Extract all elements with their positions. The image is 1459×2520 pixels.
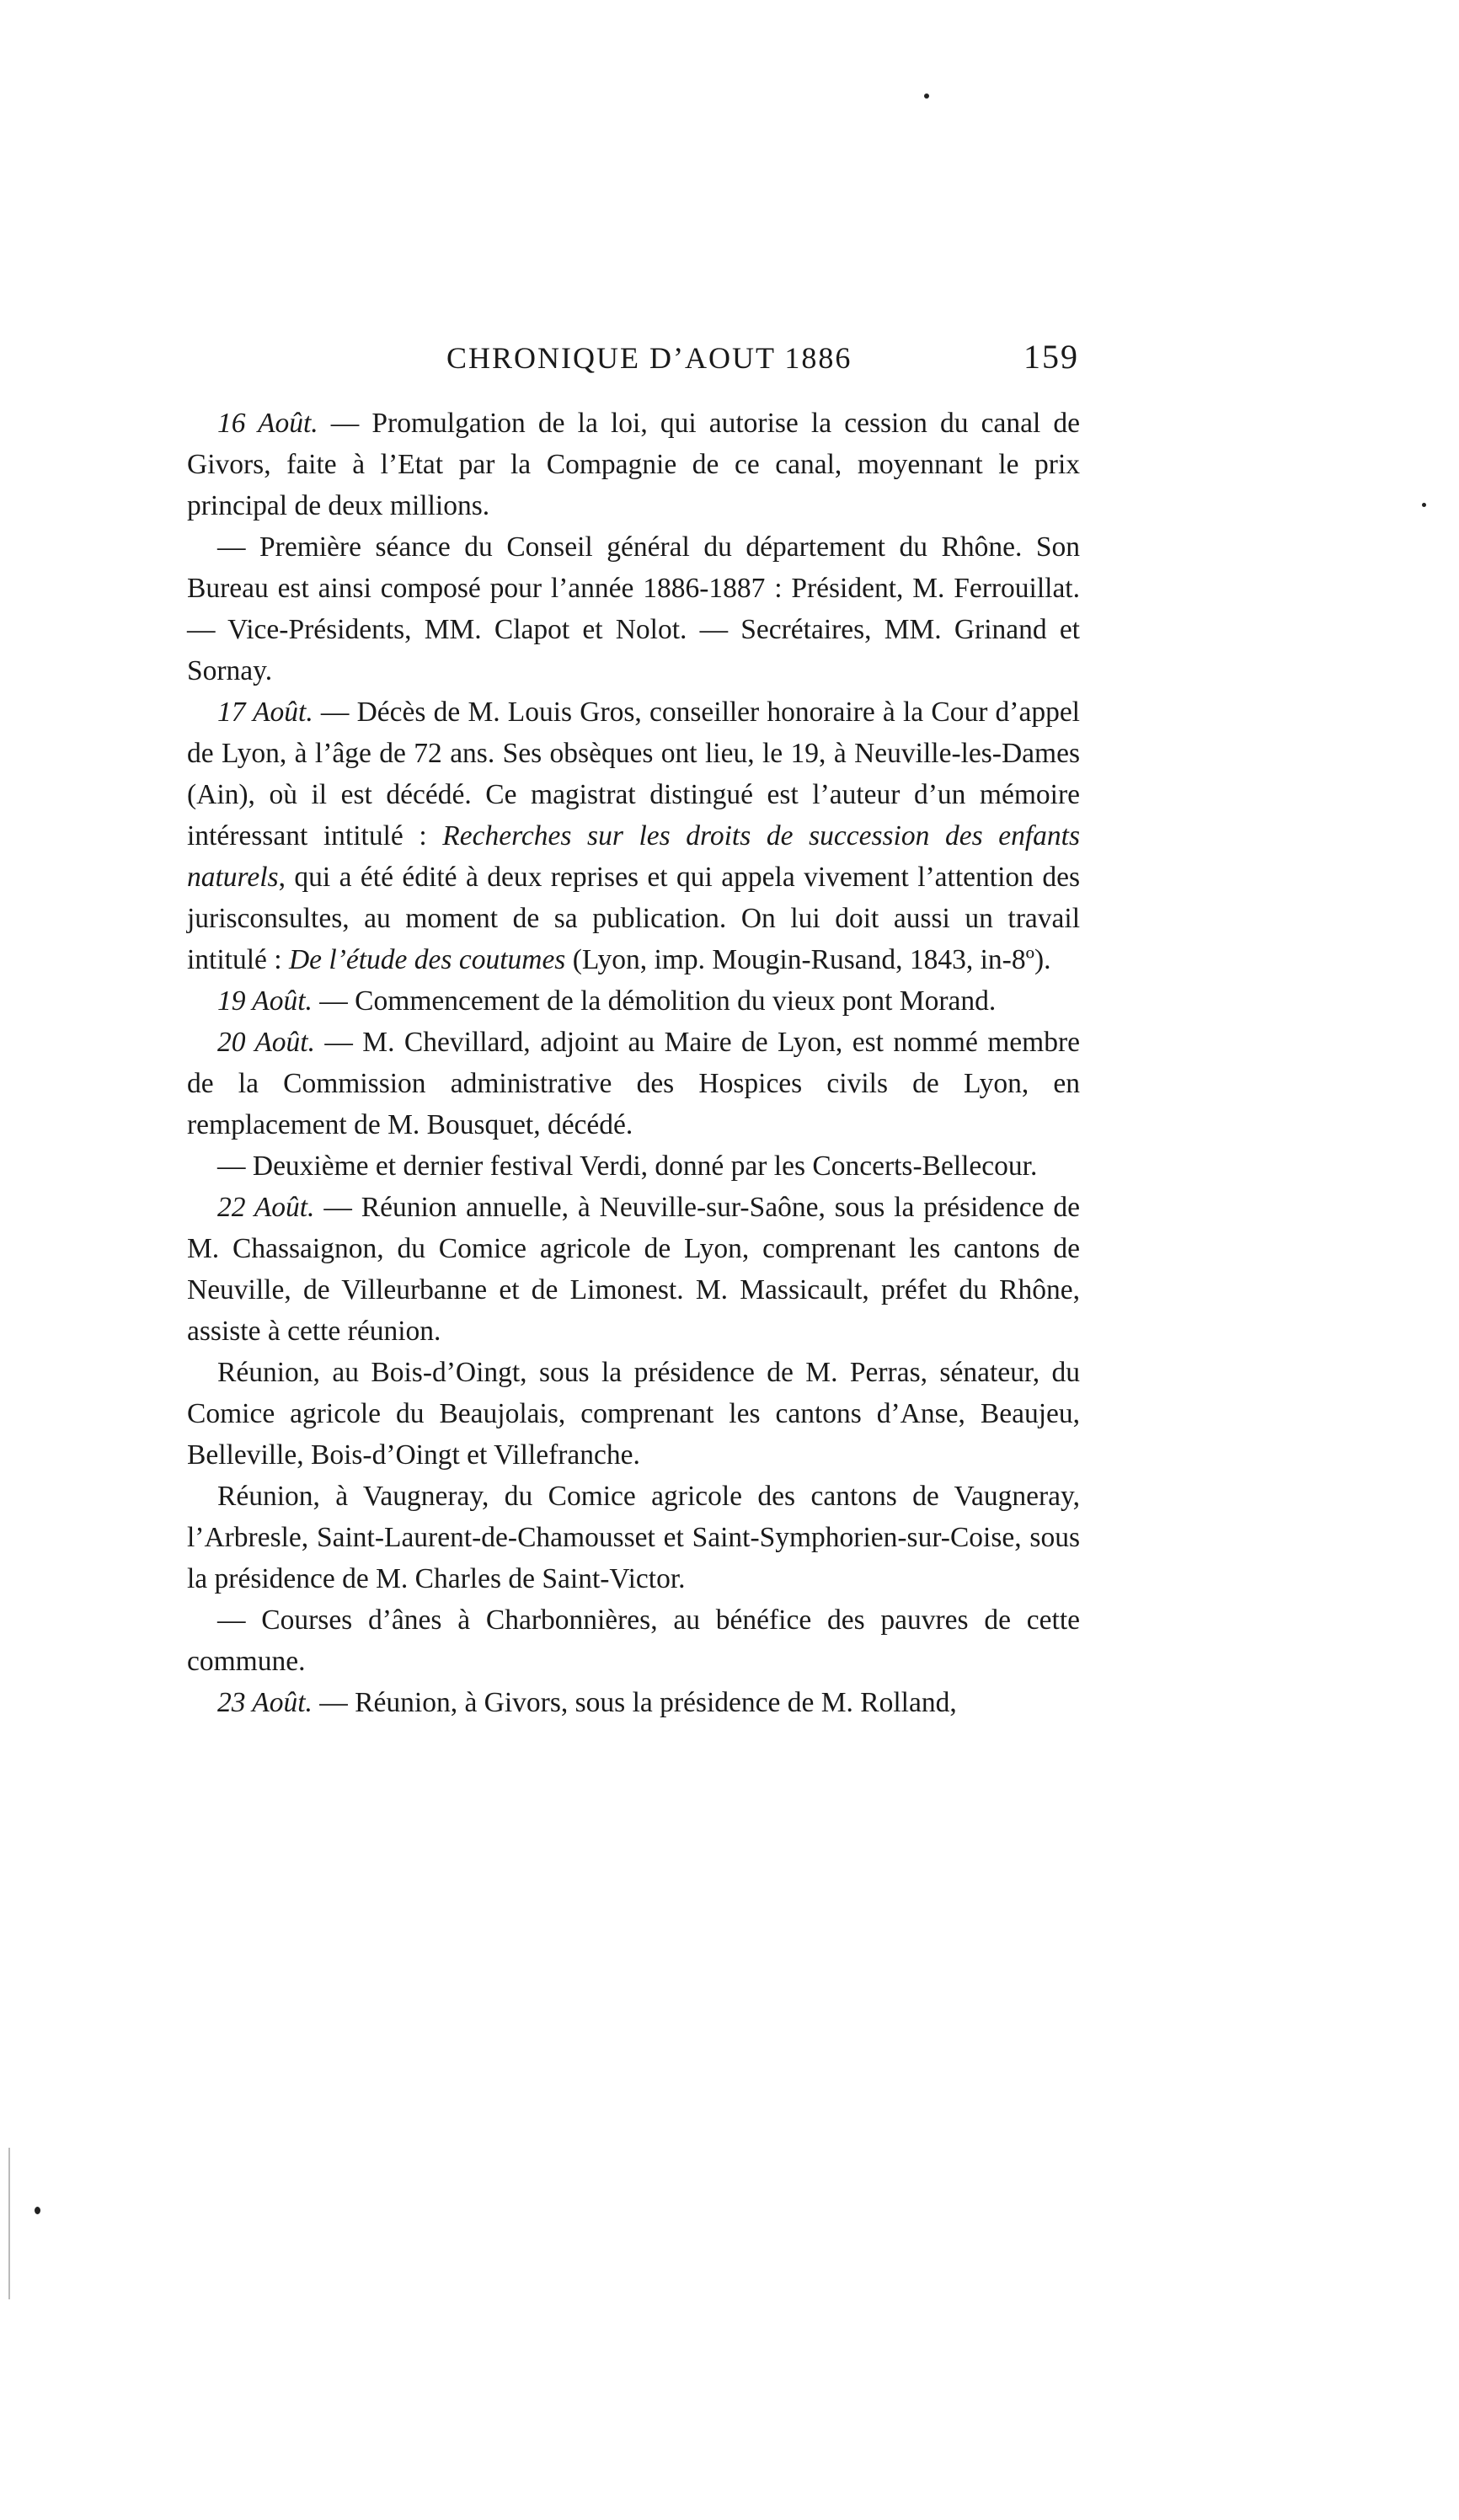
entry-text: — Courses d’ânes à Charbonnières, au bénéfice des pauvres de cette commune. — [187, 1604, 1080, 1677]
entry-text: (Lyon, imp. Mougin-Rusand, 1843, in-8º). — [565, 944, 1051, 975]
chronicle-body — [187, 403, 1080, 1723]
scan-speck — [1422, 503, 1426, 507]
running-head: CHRONIQUE D’AOUT 1886 — [446, 341, 852, 375]
entry-text: — Promulgation de la loi, qui autorise la cession du canal de Givors, faite à l’Etat par la Compagnie de ce canal, moyennant le prix principal de deux millions. — [187, 408, 1080, 521]
entry-paragraph — [187, 526, 1080, 691]
entry-date: 17 Août. — [217, 697, 313, 728]
entry-date: 20 Août. — [217, 1027, 315, 1058]
italic-title: De l’étude des coutumes — [288, 944, 566, 975]
entry-text: — Première séance du Conseil général du département du Rhône. Son Bureau est ainsi composé pour l’année 1886-1887 : Président, M. Ferrouillat. — Vice-Présidents, MM. Clapot et Nolot. — Secrétaires, MM. Grinand et Sornay. — [187, 531, 1080, 686]
dated-entry — [187, 1682, 1080, 1723]
scan-speck — [924, 93, 929, 99]
dated-entry — [187, 1187, 1080, 1352]
italic-title: Recherches sur les droits de succession des enfants naturels — [187, 820, 1080, 893]
entry-text: Réunion, à Vaugneray, du Comice agricole des cantons de Vaugneray, l’Arbresle, Saint-Laurent-de-Chamousset et Saint-Symphorien-sur-Coise, sous la présidence de M. Charles de Saint-Victor. — [187, 1481, 1080, 1594]
entry-paragraph — [187, 1476, 1080, 1599]
entry-paragraph — [187, 1145, 1080, 1187]
entry-text: — Deuxième et dernier festival Verdi, donné par les Concerts-Bellecour. — [217, 1151, 1038, 1182]
page-header — [215, 332, 1079, 382]
entry-text: — M. Chevillard, adjoint au Maire de Lyon, est nommé membre de la Commission administrative des Hospices civils de Lyon, en remplacement de M. Bousquet, décédé. — [187, 1027, 1080, 1140]
entry-date: 16 Août. — [217, 408, 318, 439]
entry-text: — Réunion, à Givors, sous la présidence de M. Rolland, — [312, 1687, 957, 1718]
page-number: 159 — [1023, 338, 1079, 376]
entry-date: 23 Août. — [217, 1687, 313, 1718]
entry-text: , qui a été édité à deux reprises et qui appela vivement l’attention des jurisconsultes, au moment de sa publication. On lui doit aussi un travail intitulé : — [187, 862, 1080, 975]
dated-entry — [187, 691, 1080, 980]
scan-speck — [35, 2207, 40, 2214]
dated-entry — [187, 403, 1080, 526]
entry-text: — Commencement de la démolition du vieux pont Morand. — [312, 985, 997, 1017]
entry-text: Réunion, au Bois-d’Oingt, sous la présidence de M. Perras, sénateur, du Comice agricole du Beaujolais, comprenant les cantons d’Anse, Beaujeu, Belleville, Bois-d’Oingt et Villefranche. — [187, 1357, 1080, 1471]
entry-date: 19 Août. — [217, 985, 313, 1017]
entry-text: — Réunion annuelle, à Neuville-sur-Saône, sous la présidence de M. Chassaignon, du Comice agricole de Lyon, comprenant les cantons de Neuville, de Villeurbanne et de Limonest. M. Massicault, préfet du Rhône, assiste à cette réunion. — [187, 1192, 1080, 1347]
dated-entry — [187, 980, 1080, 1022]
entry-paragraph — [187, 1352, 1080, 1476]
entry-date: 22 Août. — [217, 1192, 315, 1223]
dated-entry — [187, 1022, 1080, 1145]
entry-paragraph — [187, 1599, 1080, 1682]
scan-edge-mark — [8, 2148, 10, 2299]
entry-text: — Décès de M. Louis Gros, conseiller honoraire à la Cour d’appel de Lyon, à l’âge de 72 ans. Ses obsèques ont lieu, le 19, à Neuville-les-Dames (Ain), où il est décédé. Ce magistrat distingué est l’auteur d’un mémoire intéressant intitulé : — [187, 697, 1080, 852]
